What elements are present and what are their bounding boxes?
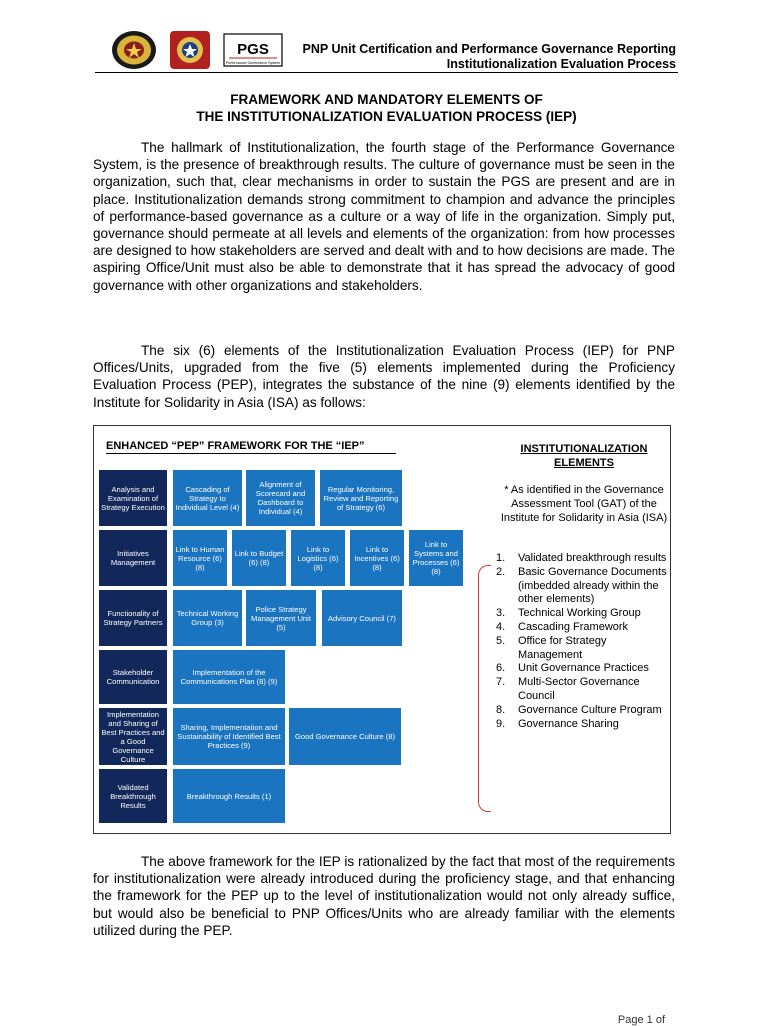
cell-breakthrough-results: Breakthrough Results (1) — [173, 769, 285, 823]
ie-item-text: Unit Governance Practices — [518, 662, 649, 675]
framework-figure — [93, 425, 671, 834]
ie-item-number: 4. — [496, 620, 506, 633]
header-title-line1: PNP Unit Certification and Performance Governance Reporting — [302, 42, 676, 56]
ie-item-number: 2. — [496, 565, 506, 578]
cell-link-budget: Link to Budget (6) (8) — [232, 530, 286, 586]
ie-item-number: 6. — [496, 662, 506, 675]
cell-link-systems: Link to Systems and Processes (6) (8) — [409, 530, 463, 586]
ie-note: * As identified in the Governance Assessment Tool (GAT) of the Institute for Solidarity in Asia (ISA) — [500, 484, 668, 524]
document-title-line2: THE INSTITUTIONALIZATION EVALUATION PROCESS (IEP) — [196, 109, 577, 124]
cell-cascading-strategy: Cascading of Strategy to Individual Level (4) — [173, 470, 242, 526]
ie-item-text: Cascading Framework — [518, 620, 629, 633]
row-initiatives-management: Initiatives Management — [99, 530, 167, 586]
pnp-seal-logo — [110, 30, 158, 70]
pgs-logo-text: PGS — [237, 41, 269, 58]
document-title-line1: FRAMEWORK AND MANDATORY ELEMENTS OF — [230, 92, 543, 107]
ie-list-item — [496, 552, 668, 566]
ie-item-number: 5. — [496, 634, 506, 647]
ie-list-item — [496, 718, 668, 732]
ie-item-text: Technical Working Group — [518, 607, 641, 620]
ie-item-number: 8. — [496, 703, 506, 716]
ie-item-number: 9. — [496, 717, 506, 730]
paragraph-rationale: The above framework for the IEP is rationalized by the fact that most of the requirements for institutionalization were already introduced during the proficiency stage, and that enhancing the framework for the PEP up to the level of institutionalization would not only already suffice, but would also be beneficial to PNP Offices/Units who are already familiar with the elements utilized during the PEP. — [93, 854, 675, 938]
paragraph-intro: The hallmark of Institutionalization, the fourth stage of the Performance Governance System, is the presence of breakthrough results. The culture of governance must be seen in the organization, such that, clear mechanisms in order to sustain the PGS are present and are in place. Institutionalization demands strong commitment to champion and advance the principles of performance-based governance as a culture or a way of life in the organization. Simply put, governance should permeate at all levels and elements of the organization: from how processes are designed to how stakeholders are served and dealt with and to how decisions are made. The aspiring Office/Unit must also be able to demonstrate that it has spread the advocacy of good governance with other organizations and stakeholders. — [93, 140, 675, 293]
ie-item-text: Governance Culture Program — [518, 703, 662, 716]
paragraph-elements: The six (6) elements of the Institutionalization Evaluation Process (IEP) for PNP Offices/Units, upgraded from the five (5) elements implemented during the Proficiency Evaluation Process (PEP), integrates the substance of the nine (9) elements identified by the Institute for Solidarity in Asia (ISA) as follows: — [93, 343, 675, 410]
ie-title — [499, 442, 669, 470]
document-title — [95, 91, 678, 125]
cell-psmu: Police Strategy Management Unit (5) — [246, 590, 316, 646]
ie-list-item — [496, 676, 668, 704]
ie-list — [496, 552, 668, 731]
ie-item-text: Office for Strategy Management — [518, 634, 607, 661]
cell-link-human-resource: Link to Human Resource (6) (8) — [173, 530, 227, 586]
cell-scorecard-alignment: Alignment of Scorecard and Dashboard to Individual (4) — [246, 470, 315, 526]
ie-item-number: 7. — [496, 676, 506, 689]
cell-advisory-council: Advisory Council (7) — [322, 590, 402, 646]
row-stakeholder-communication: Stakeholder Communication — [99, 650, 167, 704]
header-title — [303, 42, 676, 72]
ie-title-line2: ELEMENTS — [554, 457, 614, 469]
ie-item-number: 3. — [496, 607, 506, 620]
page-number: Page 1 of — [617, 1014, 665, 1026]
cell-good-governance-culture: Good Governance Culture (8) — [289, 708, 401, 765]
pgs-logo — [223, 30, 283, 70]
row-strategy-partners: Functionality of Strategy Partners — [99, 590, 167, 646]
ie-item-text: Governance Sharing — [518, 717, 619, 730]
cell-link-incentives: Link to Incentives (6) (8) — [350, 530, 404, 586]
row-best-practices: Implementation and Sharing of Best Practices and a Good Governance Culture — [99, 708, 167, 765]
header-rule — [95, 72, 678, 73]
ie-list-item — [496, 635, 668, 663]
framework-heading: ENHANCED “PEP” FRAMEWORK FOR THE “IEP” — [106, 440, 396, 454]
ie-item-text: Validated breakthrough results — [518, 552, 667, 564]
cell-strategy-monitoring: Regular Monitoring, Review and Reporting of Strategy (6) — [320, 470, 402, 526]
ie-item-text: Basic Governance Documents (imbedded already within the other elements) — [518, 565, 667, 606]
row-breakthrough-results: Validated Breakthrough Results — [99, 769, 167, 823]
pgs-logo-subtext: Performance Governance System — [225, 61, 281, 65]
cell-communications-plan: Implementation of the Communications Plan (8) (9) — [173, 650, 285, 704]
ie-list-item — [496, 662, 668, 676]
ie-item-text: Multi-Sector Governance Council — [518, 676, 640, 702]
ie-list-item — [496, 607, 668, 621]
elements-bracket — [478, 565, 491, 812]
ie-title-line1: INSTITUTIONALIZATION — [520, 443, 648, 455]
ie-list-item — [496, 704, 668, 718]
ie-list-item — [496, 621, 668, 635]
ie-list-item — [496, 566, 668, 607]
cell-best-practices-sharing: Sharing, Implementation and Sustainability of Identified Best Practices (9) — [173, 708, 285, 765]
cell-technical-working-group: Technical Working Group (3) — [173, 590, 242, 646]
cell-link-logistics: Link to Logistics (6) (8) — [291, 530, 345, 586]
ie-item-number: 1. — [496, 552, 506, 564]
pnp-badge-logo — [169, 30, 211, 70]
header-title-line2: Institutionalization Evaluation Process — [446, 57, 676, 71]
row-strategy-execution: Analysis and Examination of Strategy Execution — [99, 470, 167, 526]
